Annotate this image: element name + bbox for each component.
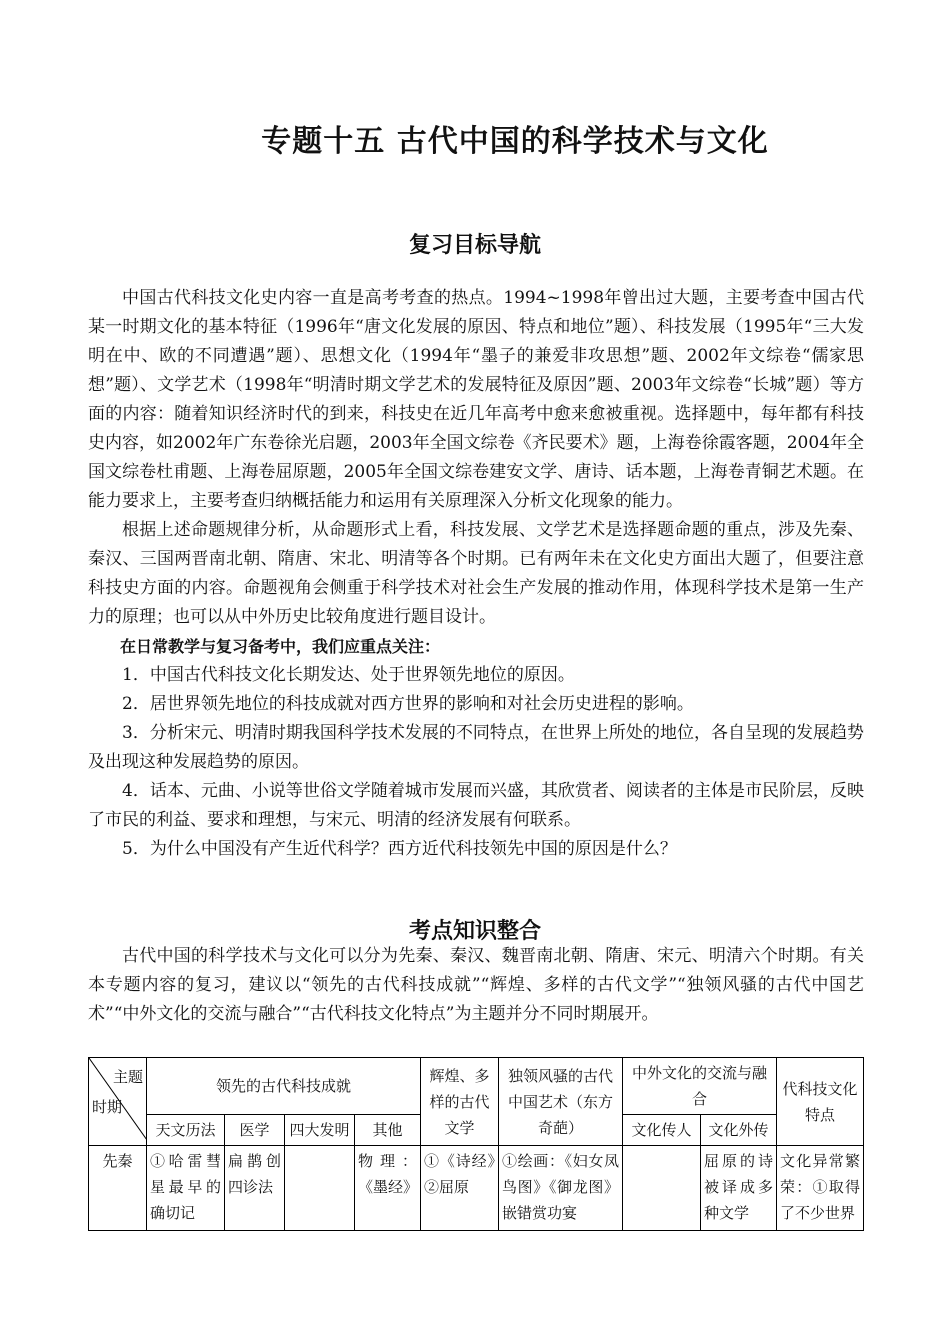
focus-item: 4．话本、元曲、小说等世俗文学随着城市发展而兴盛，其欣赏者、阅读者的主体是市民阶层，反映了市民的利益、要求和理想，与宋元、明清的经济发展有何联系。 bbox=[88, 781, 864, 830]
knowledge-body bbox=[88, 942, 864, 1029]
paragraph: 中国古代科技文化史内容一直是高考考查的热点。1994~1998年曾出过大题，主要考查中国古代某一时期文化的基本特征（1996年“唐文化发展的原因、特点和地位”题）、科技发展（1995年“三大发明在中、欧的不同遭遇”题）、思想文化（1994年“墨子的兼爱非攻思想”题、2002年文综卷“儒家思想”题）、文学艺术（1998年“明清时期文学艺术的发展特征及原因”题、2003年文综卷“长城”题）等方面的内容：随着知识经济时代的到来，科技史在近几年高考中愈来愈被重视。选择题中，每年都有科技史内容，如2002年广东卷徐光启题，2003年全国文综卷《齐民要术》题，上海卷徐霞客题，2004年全国文综卷杜甫题、上海卷屈原题，2005年全国文综卷建安文学、唐诗、话本题，上海卷青铜艺术题。在能力要求上，主要考查归纳概括能力和运用有关原理深入分析文化现象的能力。 bbox=[88, 288, 864, 511]
cell-art: ①绘画：《妇女凤鸟图》《御龙图》嵌错赏功宴 bbox=[499, 1146, 623, 1231]
page-title: 专题十五 古代中国的科学技术与文化 bbox=[261, 124, 769, 159]
cell-transmit-in bbox=[623, 1146, 701, 1231]
section-heading-review-goals: 复习目标导航 bbox=[408, 233, 541, 258]
subheader-other: 其他 bbox=[355, 1115, 421, 1146]
paragraph: 古代中国的科学技术与文化可以分为先秦、秦汉、魏晋南北朝、隋唐、宋元、明清六个时期。有关本专题内容的复习，建议以“领先的古代科技成就”“辉煌、多样的古代文学”“独领风骚的古代中国艺术”“中外文化的交流与融合”“古代科技文化特点”为主题并分不同时期展开。 bbox=[88, 946, 864, 1024]
paragraph: 根据上述命题规律分析，从命题形式上看，科技发展、文学艺术是选择题命题的重点，涉及先秦、秦汉、三国两晋南北朝、隋唐、宋北、明清等各个时期。已有两年未在文化史方面出大题了，但要注意科技史方面的内容。命题视角会侧重于科学技术对社会生产发展的推动作用，体现科学技术是第一生产力的原理；也可以从中外历史比较角度进行题目设计。 bbox=[88, 520, 864, 627]
cell-other: 物理：《墨经》 bbox=[355, 1146, 421, 1231]
header-exchange: 中外文化的交流与融合 bbox=[623, 1058, 777, 1115]
subheader-transmit-in: 文化传人 bbox=[623, 1115, 701, 1146]
subheader-medicine: 医学 bbox=[225, 1115, 285, 1146]
cell-period: 先秦 bbox=[89, 1146, 147, 1231]
cell-literature: ①《诗经》②屈原 bbox=[421, 1146, 499, 1231]
cell-astronomy: ①哈雷彗星最早的确切记 bbox=[147, 1146, 225, 1231]
cell-features: 文化异常繁荣：①取得了不少世界 bbox=[777, 1146, 864, 1231]
cell-medicine: 扁鹊创四诊法 bbox=[225, 1146, 285, 1231]
header-art: 独领风骚的古代中国艺术（东方奇葩） bbox=[499, 1058, 623, 1146]
table-row bbox=[89, 1146, 864, 1231]
focus-item: 2．居世界领先地位的科技成就对西方世界的影响和对社会历史进程的影响。 bbox=[122, 694, 694, 714]
section-heading-knowledge: 考点知识整合 bbox=[408, 919, 541, 944]
header-literature: 辉煌、多样的古代文学 bbox=[421, 1058, 499, 1146]
cell-inventions bbox=[285, 1146, 355, 1231]
focus-item: 3．分析宋元、明清时期我国科学技术发展的不同特点，在世界上所处的地位，各自呈现的发展趋势及出现这种发展趋势的原因。 bbox=[88, 723, 864, 772]
knowledge-table bbox=[88, 1057, 864, 1231]
table-corner-cell bbox=[89, 1058, 147, 1146]
review-goals-body bbox=[88, 284, 864, 864]
subheader-transmit-out: 文化外传 bbox=[701, 1115, 777, 1146]
subheader-astronomy: 天文历法 bbox=[147, 1115, 225, 1146]
header-features: 代科技文化特点 bbox=[777, 1058, 864, 1146]
cell-transmit-out: 屈原的诗被译成多种文学 bbox=[701, 1146, 777, 1231]
focus-intro: 在日常教学与复习备考中，我们应重点关注： bbox=[120, 637, 441, 656]
corner-label-period: 时期 bbox=[92, 1098, 123, 1116]
focus-item: 5．为什么中国没有产生近代科学？西方近代科技领先中国的原因是什么？ bbox=[122, 839, 677, 859]
subheader-inventions: 四大发明 bbox=[285, 1115, 355, 1146]
header-science: 领先的古代科技成就 bbox=[147, 1058, 421, 1115]
focus-item: 1．中国古代科技文化长期发达、处于世界领先地位的原因。 bbox=[122, 665, 575, 685]
corner-label-topic: 主题 bbox=[112, 1068, 143, 1086]
